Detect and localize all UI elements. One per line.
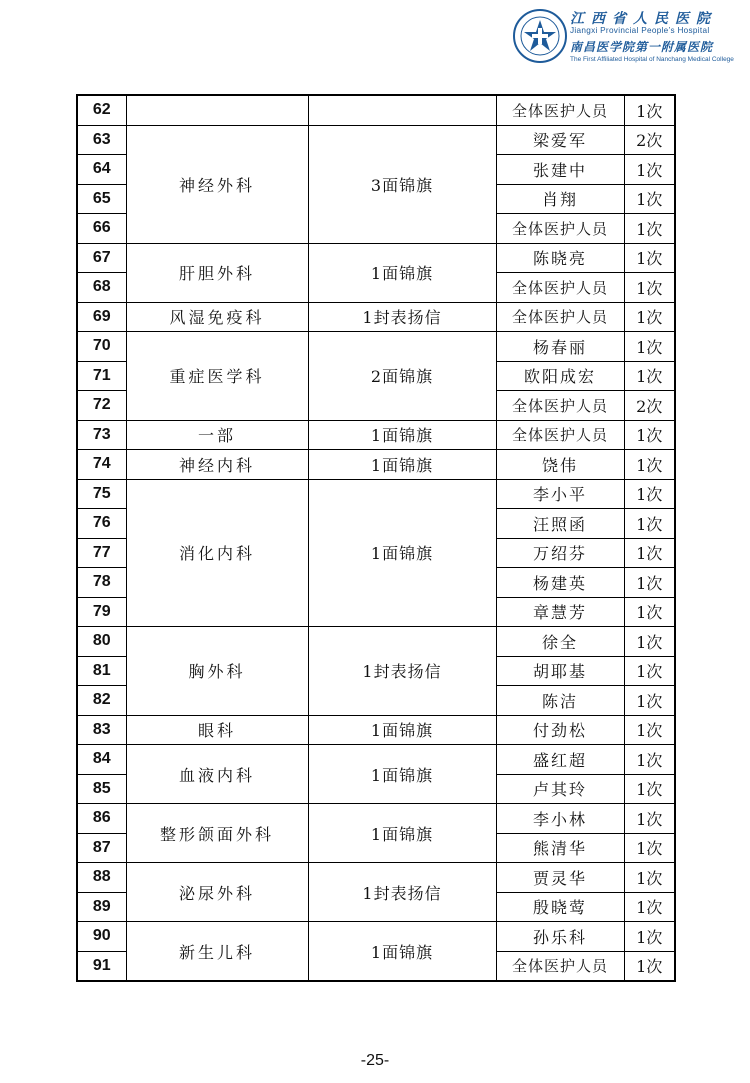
affiliate-name-cn: 南昌医学院第一附属医院 xyxy=(570,40,714,54)
person-cell: 全体医护人员 xyxy=(496,420,624,450)
department-cell: 整形颌面外科 xyxy=(126,804,308,863)
row-number: 88 xyxy=(77,863,126,893)
table-row xyxy=(77,922,675,952)
person-cell: 殷晓莺 xyxy=(496,892,624,922)
person-cell: 盛红超 xyxy=(496,745,624,775)
times-cell: 1次 xyxy=(624,863,675,893)
row-number: 75 xyxy=(77,479,126,509)
person-cell: 熊清华 xyxy=(496,833,624,863)
department-cell xyxy=(126,95,308,125)
table-row xyxy=(77,450,675,480)
times-cell: 1次 xyxy=(624,656,675,686)
table-row xyxy=(77,745,675,775)
department-cell: 神经外科 xyxy=(126,125,308,243)
row-number: 67 xyxy=(77,243,126,273)
table-row xyxy=(77,332,675,362)
hospital-name-en: Jiangxi Provincial People’s Hospital xyxy=(570,26,710,35)
award-cell: 1封表扬信 xyxy=(308,863,496,922)
award-cell: 1面锦旗 xyxy=(308,804,496,863)
department-cell: 一部 xyxy=(126,420,308,450)
award-cell: 1面锦旗 xyxy=(308,420,496,450)
row-number: 74 xyxy=(77,450,126,480)
times-cell: 1次 xyxy=(624,450,675,480)
times-cell: 1次 xyxy=(624,597,675,627)
row-number: 73 xyxy=(77,420,126,450)
row-number: 76 xyxy=(77,509,126,539)
person-cell: 万绍芬 xyxy=(496,538,624,568)
times-cell: 2次 xyxy=(624,125,675,155)
row-number: 90 xyxy=(77,922,126,952)
hospital-name-cn: 江西省人民医院 xyxy=(570,11,717,27)
table-row xyxy=(77,95,675,125)
person-cell: 章慧芳 xyxy=(496,597,624,627)
department-cell: 泌尿外科 xyxy=(126,863,308,922)
row-number: 78 xyxy=(77,568,126,598)
table-row xyxy=(77,804,675,834)
award-cell: 2面锦旗 xyxy=(308,332,496,421)
department-cell: 胸外科 xyxy=(126,627,308,716)
person-cell: 杨建英 xyxy=(496,568,624,598)
times-cell: 1次 xyxy=(624,745,675,775)
department-cell: 肝胆外科 xyxy=(126,243,308,302)
row-number: 68 xyxy=(77,273,126,303)
award-cell xyxy=(308,95,496,125)
award-cell: 1面锦旗 xyxy=(308,715,496,745)
person-cell: 全体医护人员 xyxy=(496,302,624,332)
times-cell: 1次 xyxy=(624,184,675,214)
times-cell: 1次 xyxy=(624,361,675,391)
department-cell: 神经内科 xyxy=(126,450,308,480)
person-cell: 欧阳成宏 xyxy=(496,361,624,391)
row-number: 87 xyxy=(77,833,126,863)
award-cell: 1面锦旗 xyxy=(308,745,496,804)
times-cell: 1次 xyxy=(624,538,675,568)
person-cell: 张建中 xyxy=(496,155,624,185)
award-cell: 1封表扬信 xyxy=(308,627,496,716)
person-cell: 全体医护人员 xyxy=(496,273,624,303)
table-row xyxy=(77,715,675,745)
row-number: 62 xyxy=(77,95,126,125)
person-cell: 陈洁 xyxy=(496,686,624,716)
times-cell: 1次 xyxy=(624,155,675,185)
department-cell: 新生儿科 xyxy=(126,922,308,982)
award-cell: 1面锦旗 xyxy=(308,243,496,302)
times-cell: 1次 xyxy=(624,833,675,863)
table-row xyxy=(77,479,675,509)
row-number: 85 xyxy=(77,774,126,804)
table-row xyxy=(77,125,675,155)
table-row xyxy=(77,420,675,450)
department-cell: 消化内科 xyxy=(126,479,308,627)
row-number: 69 xyxy=(77,302,126,332)
award-cell: 1面锦旗 xyxy=(308,450,496,480)
award-cell: 1封表扬信 xyxy=(308,302,496,332)
table-row xyxy=(77,863,675,893)
department-cell: 重症医学科 xyxy=(126,332,308,421)
times-cell: 1次 xyxy=(624,273,675,303)
times-cell: 1次 xyxy=(624,804,675,834)
times-cell: 1次 xyxy=(624,715,675,745)
award-cell: 3面锦旗 xyxy=(308,125,496,243)
row-number: 70 xyxy=(77,332,126,362)
row-number: 77 xyxy=(77,538,126,568)
row-number: 80 xyxy=(77,627,126,657)
person-cell: 贾灵华 xyxy=(496,863,624,893)
person-cell: 杨春丽 xyxy=(496,332,624,362)
row-number: 65 xyxy=(77,184,126,214)
times-cell: 1次 xyxy=(624,568,675,598)
department-cell: 血液内科 xyxy=(126,745,308,804)
person-cell: 全体医护人员 xyxy=(496,95,624,125)
person-cell: 付劲松 xyxy=(496,715,624,745)
person-cell: 李小林 xyxy=(496,804,624,834)
row-number: 79 xyxy=(77,597,126,627)
page-number: -25- xyxy=(360,1052,390,1069)
row-number: 71 xyxy=(77,361,126,391)
times-cell: 1次 xyxy=(624,214,675,244)
affiliate-name-en: The First Affiliated Hospital of Nanchang Medical College xyxy=(570,56,734,63)
row-number: 72 xyxy=(77,391,126,421)
row-number: 81 xyxy=(77,656,126,686)
times-cell: 1次 xyxy=(624,774,675,804)
row-number: 86 xyxy=(77,804,126,834)
person-cell: 陈晓亮 xyxy=(496,243,624,273)
times-cell: 1次 xyxy=(624,95,675,125)
person-cell: 肖翔 xyxy=(496,184,624,214)
times-cell: 1次 xyxy=(624,686,675,716)
row-number: 82 xyxy=(77,686,126,716)
times-cell: 1次 xyxy=(624,302,675,332)
department-cell: 风湿免疫科 xyxy=(126,302,308,332)
row-number: 63 xyxy=(77,125,126,155)
person-cell: 孙乐科 xyxy=(496,922,624,952)
times-cell: 1次 xyxy=(624,479,675,509)
times-cell: 1次 xyxy=(624,892,675,922)
times-cell: 1次 xyxy=(624,420,675,450)
award-cell: 1面锦旗 xyxy=(308,479,496,627)
times-cell: 1次 xyxy=(624,627,675,657)
person-cell: 汪照函 xyxy=(496,509,624,539)
award-cell: 1面锦旗 xyxy=(308,922,496,982)
row-number: 89 xyxy=(77,892,126,922)
table-row xyxy=(77,627,675,657)
table-row xyxy=(77,243,675,273)
times-cell: 1次 xyxy=(624,509,675,539)
table-row xyxy=(77,302,675,332)
hospital-header xyxy=(512,6,746,68)
row-number: 66 xyxy=(77,214,126,244)
times-cell: 1次 xyxy=(624,951,675,981)
person-cell: 全体医护人员 xyxy=(496,214,624,244)
times-cell: 1次 xyxy=(624,332,675,362)
person-cell: 胡耶基 xyxy=(496,656,624,686)
person-cell: 李小平 xyxy=(496,479,624,509)
row-number: 91 xyxy=(77,951,126,981)
person-cell: 梁爱军 xyxy=(496,125,624,155)
person-cell: 全体医护人员 xyxy=(496,951,624,981)
department-cell: 眼科 xyxy=(126,715,308,745)
row-number: 64 xyxy=(77,155,126,185)
times-cell: 2次 xyxy=(624,391,675,421)
times-cell: 1次 xyxy=(624,243,675,273)
person-cell: 饶伟 xyxy=(496,450,624,480)
person-cell: 全体医护人员 xyxy=(496,391,624,421)
person-cell: 徐全 xyxy=(496,627,624,657)
row-number: 84 xyxy=(77,745,126,775)
row-number: 83 xyxy=(77,715,126,745)
commendation-table xyxy=(76,94,676,982)
hospital-emblem-icon xyxy=(512,8,568,64)
person-cell: 卢其玲 xyxy=(496,774,624,804)
times-cell: 1次 xyxy=(624,922,675,952)
